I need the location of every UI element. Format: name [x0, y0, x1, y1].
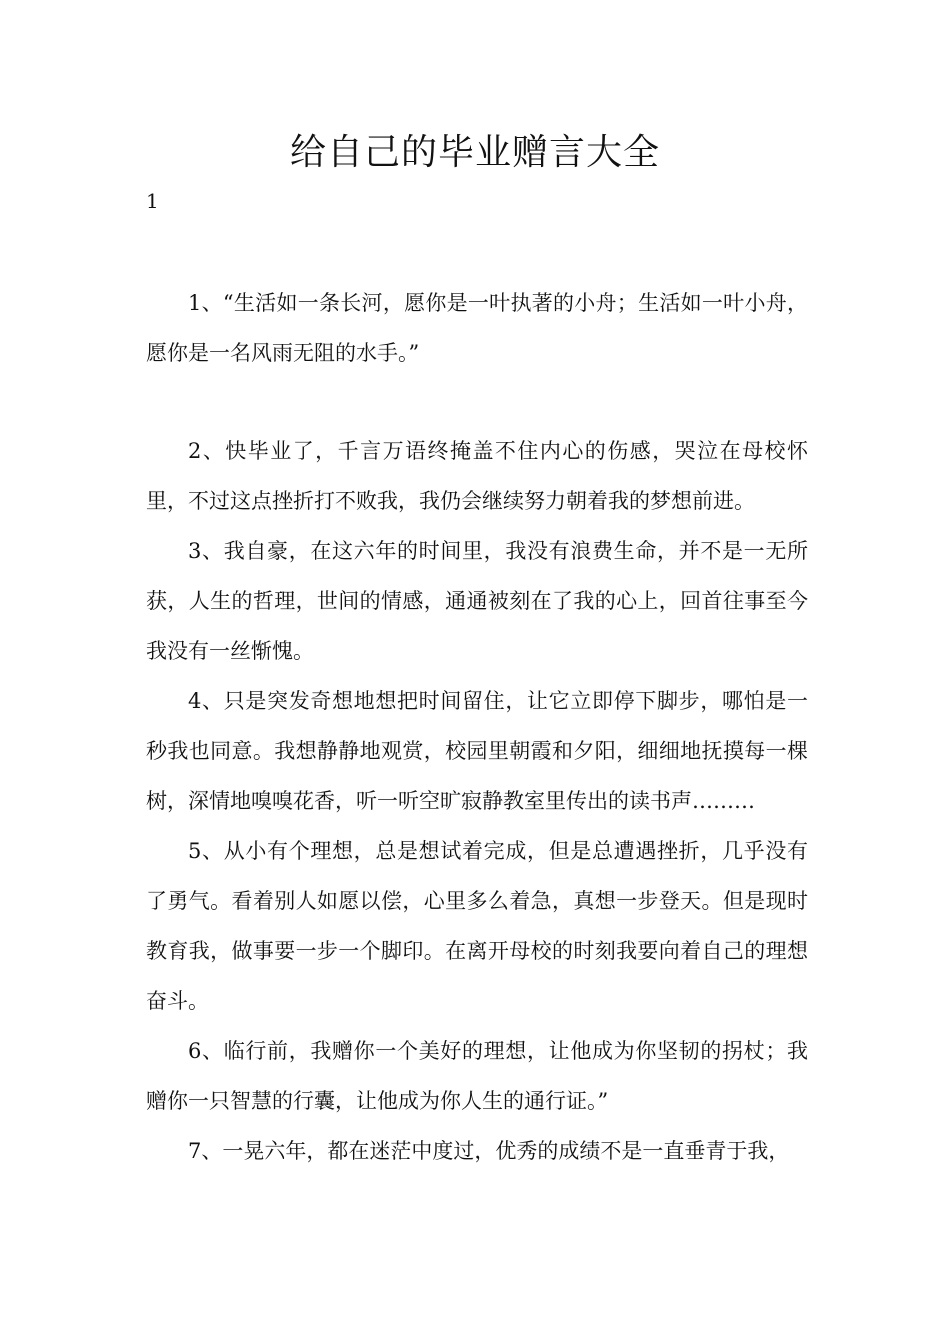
- paragraph-4: 4、只是突发奇想地想把时间留住，让它立即停下脚步，哪怕是一秒我也同意。我想静静地观赏，校园里朝霞和夕阳，细细地抚摸每一棵树，深情地嗅嗅花香，听一听空旷寂静教室里传出的读书声………: [146, 689, 808, 813]
- paragraph-3: 3、我自豪，在这六年的时间里，我没有浪费生命，并不是一无所获，人生的哲理，世间的情感，通通被刻在了我的心上，回首往事至今我没有一丝惭愧。: [146, 539, 808, 663]
- paragraph-2: 2、快毕业了，千言万语终掩盖不住内心的伤感，哭泣在母校怀里，不过这点挫折打不败我，我仍会继续努力朝着我的梦想前进。: [146, 439, 808, 513]
- body-block-1: [146, 278, 808, 378]
- body-block-2: [146, 426, 808, 1176]
- paragraph-1: 1、“生活如一条长河，愿你是一叶执著的小舟；生活如一叶小舟，愿你是一名风雨无阻的水手。”: [146, 291, 808, 365]
- paragraph-6: 6、临行前，我赠你一个美好的理想，让他成为你坚韧的拐杖；我赠你一只智慧的行囊，让他成为你人生的通行证。”: [146, 1039, 808, 1113]
- section-number: 1: [146, 189, 159, 213]
- paragraph-5: 5、从小有个理想，总是想试着完成，但是总遭遇挫折，几乎没有了勇气。看着别人如愿以偿，心里多么着急，真想一步登天。但是现时教育我，做事要一步一个脚印。在离开母校的时刻我要向着自己的理想奋斗。: [146, 839, 808, 1013]
- document-title: 给自己的毕业赠言大全: [289, 132, 660, 173]
- paragraph-7: 7、一晃六年，都在迷茫中度过，优秀的成绩不是一直垂青于我，: [188, 1139, 790, 1163]
